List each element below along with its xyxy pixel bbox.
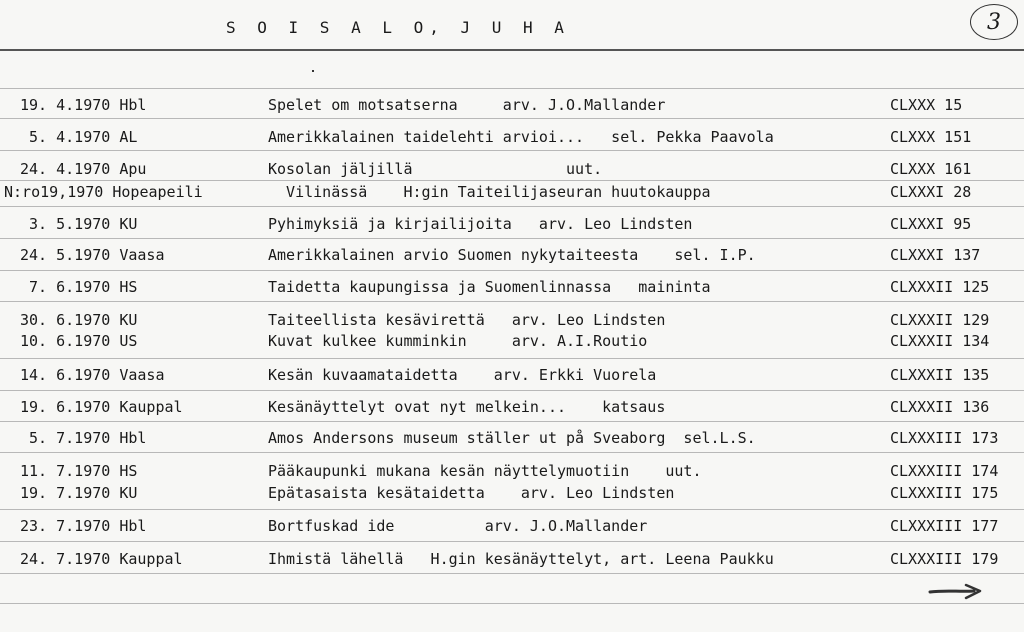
entry-title: Taiteellista kesävirettä arv. Leo Lindsten [268,311,666,329]
entry-title: Amerikkalainen taidelehti arvioi... sel. Pekka Paavola [268,128,774,146]
entry-ref: CLXXX 161 [890,160,972,178]
entry-date: 3. 5.1970 KU [20,215,138,233]
rule-line [0,238,1024,239]
entry-row [0,398,1024,418]
page-number: 3 [987,9,1001,35]
rule-line [0,421,1024,422]
entry-row [0,484,1024,504]
rule-line [0,150,1024,151]
entry-title: Amos Andersons museum ställer ut på Sveaborg sel.L.S. [268,429,756,447]
page-number-circle [970,4,1018,40]
entry-row [0,96,1024,116]
entry-date: 5. 4.1970 AL [20,128,138,146]
entry-ref: CLXXXI 137 [890,246,981,264]
entry-ref: CLXXXIII 177 [890,517,999,535]
entry-ref: CLXXXIII 174 [890,462,999,480]
entry-ref: CLXXXII 134 [890,332,990,350]
entry-row [0,429,1024,449]
entry-date: 23. 7.1970 Hbl [20,517,147,535]
rule-line [0,301,1024,302]
entry-date: 19. 4.1970 Hbl [20,96,147,114]
entry-row [0,366,1024,386]
entry-ref: CLXXXIII 173 [890,429,999,447]
entry-title: Kesän kuvaamataidetta arv. Erkki Vuorela [268,366,657,384]
entry-date: 19. 7.1970 KU [20,484,138,502]
entry-title: Spelet om motsatserna arv. J.O.Mallander [268,96,666,114]
entry-title: Ihmistä lähellä H.gin kesänäyttelyt, art. Leena Paukku [268,550,774,568]
entry-title: Kuvat kulkee kumminkin arv. A.I.Routio [268,332,648,350]
rule-line [0,541,1024,542]
entry-ref: CLXXXIII 179 [890,550,999,568]
entry-title: Amerikkalainen arvio Suomen nykytaiteesta sel. I.P. [268,246,756,264]
entry-date: 5. 7.1970 Hbl [20,429,147,447]
entry-title: Kosolan jäljillä uut. [268,160,603,178]
rule-line [0,180,1024,181]
entry-title: Epätasaista kesätaidetta arv. Leo Lindsten [268,484,675,502]
entry-row [0,332,1024,352]
entry-date: 14. 6.1970 Vaasa [20,366,165,384]
entry-date: 11. 7.1970 HS [20,462,138,480]
entry-title: Pääkaupunki mukana kesän näyttelymuotiin uut. [268,462,702,480]
card-title: S O I S A L O, J U H A [226,18,570,37]
entry-date: 7. 6.1970 HS [20,278,138,296]
entry-row [0,517,1024,537]
rule-line [0,603,1024,604]
entry-title: Bortfuskad ide arv. J.O.Mallander [268,517,648,535]
entry-date: 19. 6.1970 Kauppal [20,398,183,416]
rule-line [0,358,1024,359]
entry-date: N:ro19,1970 Hopeapeili [4,183,203,201]
entry-date: 30. 6.1970 KU [20,311,138,329]
entry-row [0,278,1024,298]
entry-title: Pyhimyksiä ja kirjailijoita arv. Leo Lindsten [268,215,693,233]
entry-ref: CLXXXIII 175 [890,484,999,502]
entry-ref: CLXXX 15 [890,96,963,114]
entry-ref: CLXXXII 129 [890,311,990,329]
entry-row [0,311,1024,331]
entry-ref: CLXXXII 136 [890,398,990,416]
entry-date: 24. 4.1970 Apu [20,160,147,178]
header-rule [0,49,1024,51]
continue-arrow-icon [928,583,984,601]
rule-line [0,509,1024,510]
entry-row [0,183,1024,203]
entry-date: 24. 5.1970 Vaasa [20,246,165,264]
rule-line [0,206,1024,207]
entry-row [0,215,1024,235]
rule-line [0,390,1024,391]
entry-title: Taidetta kaupungissa ja Suomenlinnassa maininta [268,278,711,296]
ink-dot [312,70,314,72]
entry-ref: CLXXX 151 [890,128,972,146]
rule-line [0,573,1024,574]
entry-ref: CLXXXII 135 [890,366,990,384]
rule-line [0,270,1024,271]
rule-line [0,118,1024,119]
rule-line [0,452,1024,453]
entry-row [0,246,1024,266]
entry-ref: CLXXXI 95 [890,215,972,233]
entry-ref: CLXXXII 125 [890,278,990,296]
entry-row [0,462,1024,482]
rule-line [0,88,1024,89]
entry-row [0,160,1024,180]
entry-row [0,128,1024,148]
entry-title: Kesänäyttelyt ovat nyt melkein... katsaus [268,398,666,416]
entry-title: Vilinässä H:gin Taiteilijaseuran huutokauppa [268,183,711,201]
entry-date: 10. 6.1970 US [20,332,138,350]
entry-ref: CLXXXI 28 [890,183,972,201]
entry-date: 24. 7.1970 Kauppal [20,550,183,568]
entry-row [0,550,1024,570]
